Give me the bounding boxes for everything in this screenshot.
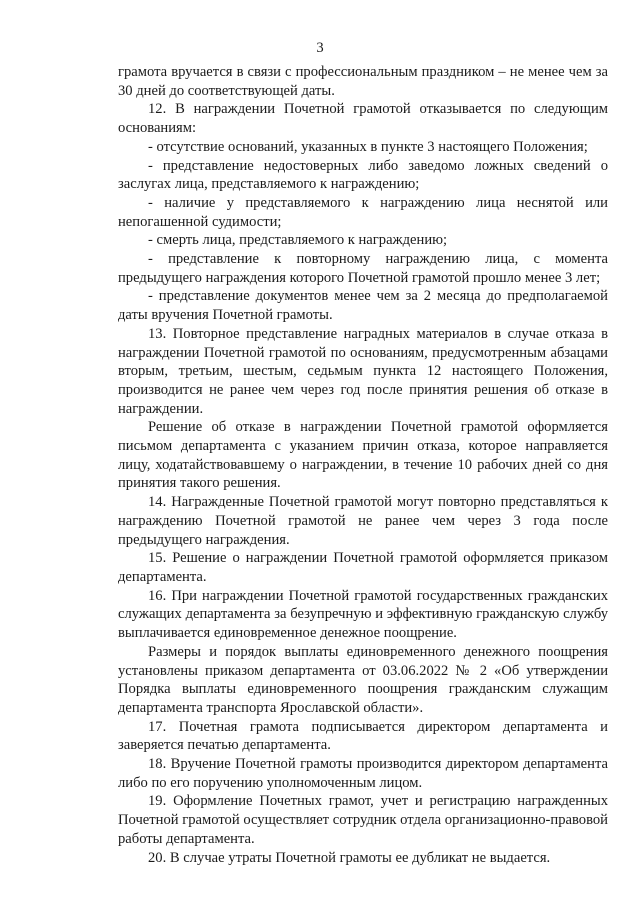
paragraph-20: 20. В случае утраты Почетной грамоты ее дубликат не выдается. — [148, 849, 551, 866]
document-body — [118, 63, 608, 867]
list-item-late-documents: - представление документов менее чем за 2 месяца до предполагаемой даты вручения Почетной грамоты. — [118, 288, 608, 324]
paragraph-continuation: грамота вручается в связи с профессиональным праздником – не менее чем за 30 дней до соответствующей даты. — [118, 64, 608, 99]
paragraph-16: 16. При награждении Почетной грамотой государственных гражданских служащих департамента за безупречную и эффективную гражданскую службу выплачивается единовременное денежное поощрение. — [118, 587, 608, 642]
paragraph-payment-order: Размеры и порядок выплаты единовременного денежного поощрения установлены приказом департамента от 03.06.2022 № 2 «Об утверждении Порядка выплаты единовременного поощрения гражданским служащим департамента транспорта Ярославской области». — [118, 643, 608, 716]
paragraph-17: 17. Почетная грамота подписывается директором департамента и заверяется печатью департамента. — [118, 718, 608, 754]
paragraph-14: 14. Награжденные Почетной грамотой могут повторно представляться к награждению Почетной грамотой не ранее чем через 3 года после предыдущего награждения. — [118, 494, 608, 548]
paragraph-18: 18. Вручение Почетной грамоты производится директором департамента либо по его поручению уполномоченным лицом. — [118, 756, 608, 791]
page-number: 3 — [316, 40, 324, 56]
list-item-false-info: - представление недостоверных либо заведомо ложных сведений о заслугах лица, представляемого к награждению; — [118, 157, 608, 193]
paragraph-19: 19. Оформление Почетных грамот, учет и регистрацию награжденных Почетной грамотой осуществляет сотрудник отдела организационно-правовой работы департамента. — [118, 793, 608, 847]
list-item-no-grounds: - отсутствие оснований, указанных в пункте 3 настоящего Положения; — [148, 138, 588, 155]
paragraph-15: 15. Решение о награждении Почетной грамотой оформляется приказом департамента. — [118, 550, 608, 585]
paragraph-refusal-decision: Решение об отказе в награждении Почетной грамотой оформляется письмом департамента с указанием причин отказа, которое направляется лицу, ходатайствовавшему о награждении, в течение 10 рабочих дней со дня принятия такого решения. — [118, 419, 608, 492]
list-item-death: - смерть лица, представляемого к награждению; — [148, 232, 448, 249]
list-item-repeat: - представление к повторному награждению лица, с момента предыдущего награждения которого Почетной грамотой прошло менее 3 лет; — [118, 251, 608, 286]
paragraph-12: 12. В награждении Почетной грамотой отказывается по следующим основаниям: — [118, 101, 608, 137]
paragraph-13: 13. Повторное представление наградных материалов в случае отказа в награждении Почетной грамотой по основаниям, предусмотренным абзацами вторым, третьим, шестым, седьмым пункта 12 настоящего Положения, производится не ранее чем через год после принятия решения об отказе в награждении. — [118, 325, 608, 417]
list-item-conviction: - наличие у представляемого к награждению лица неснятой или непогашенной судимости; — [118, 194, 608, 230]
